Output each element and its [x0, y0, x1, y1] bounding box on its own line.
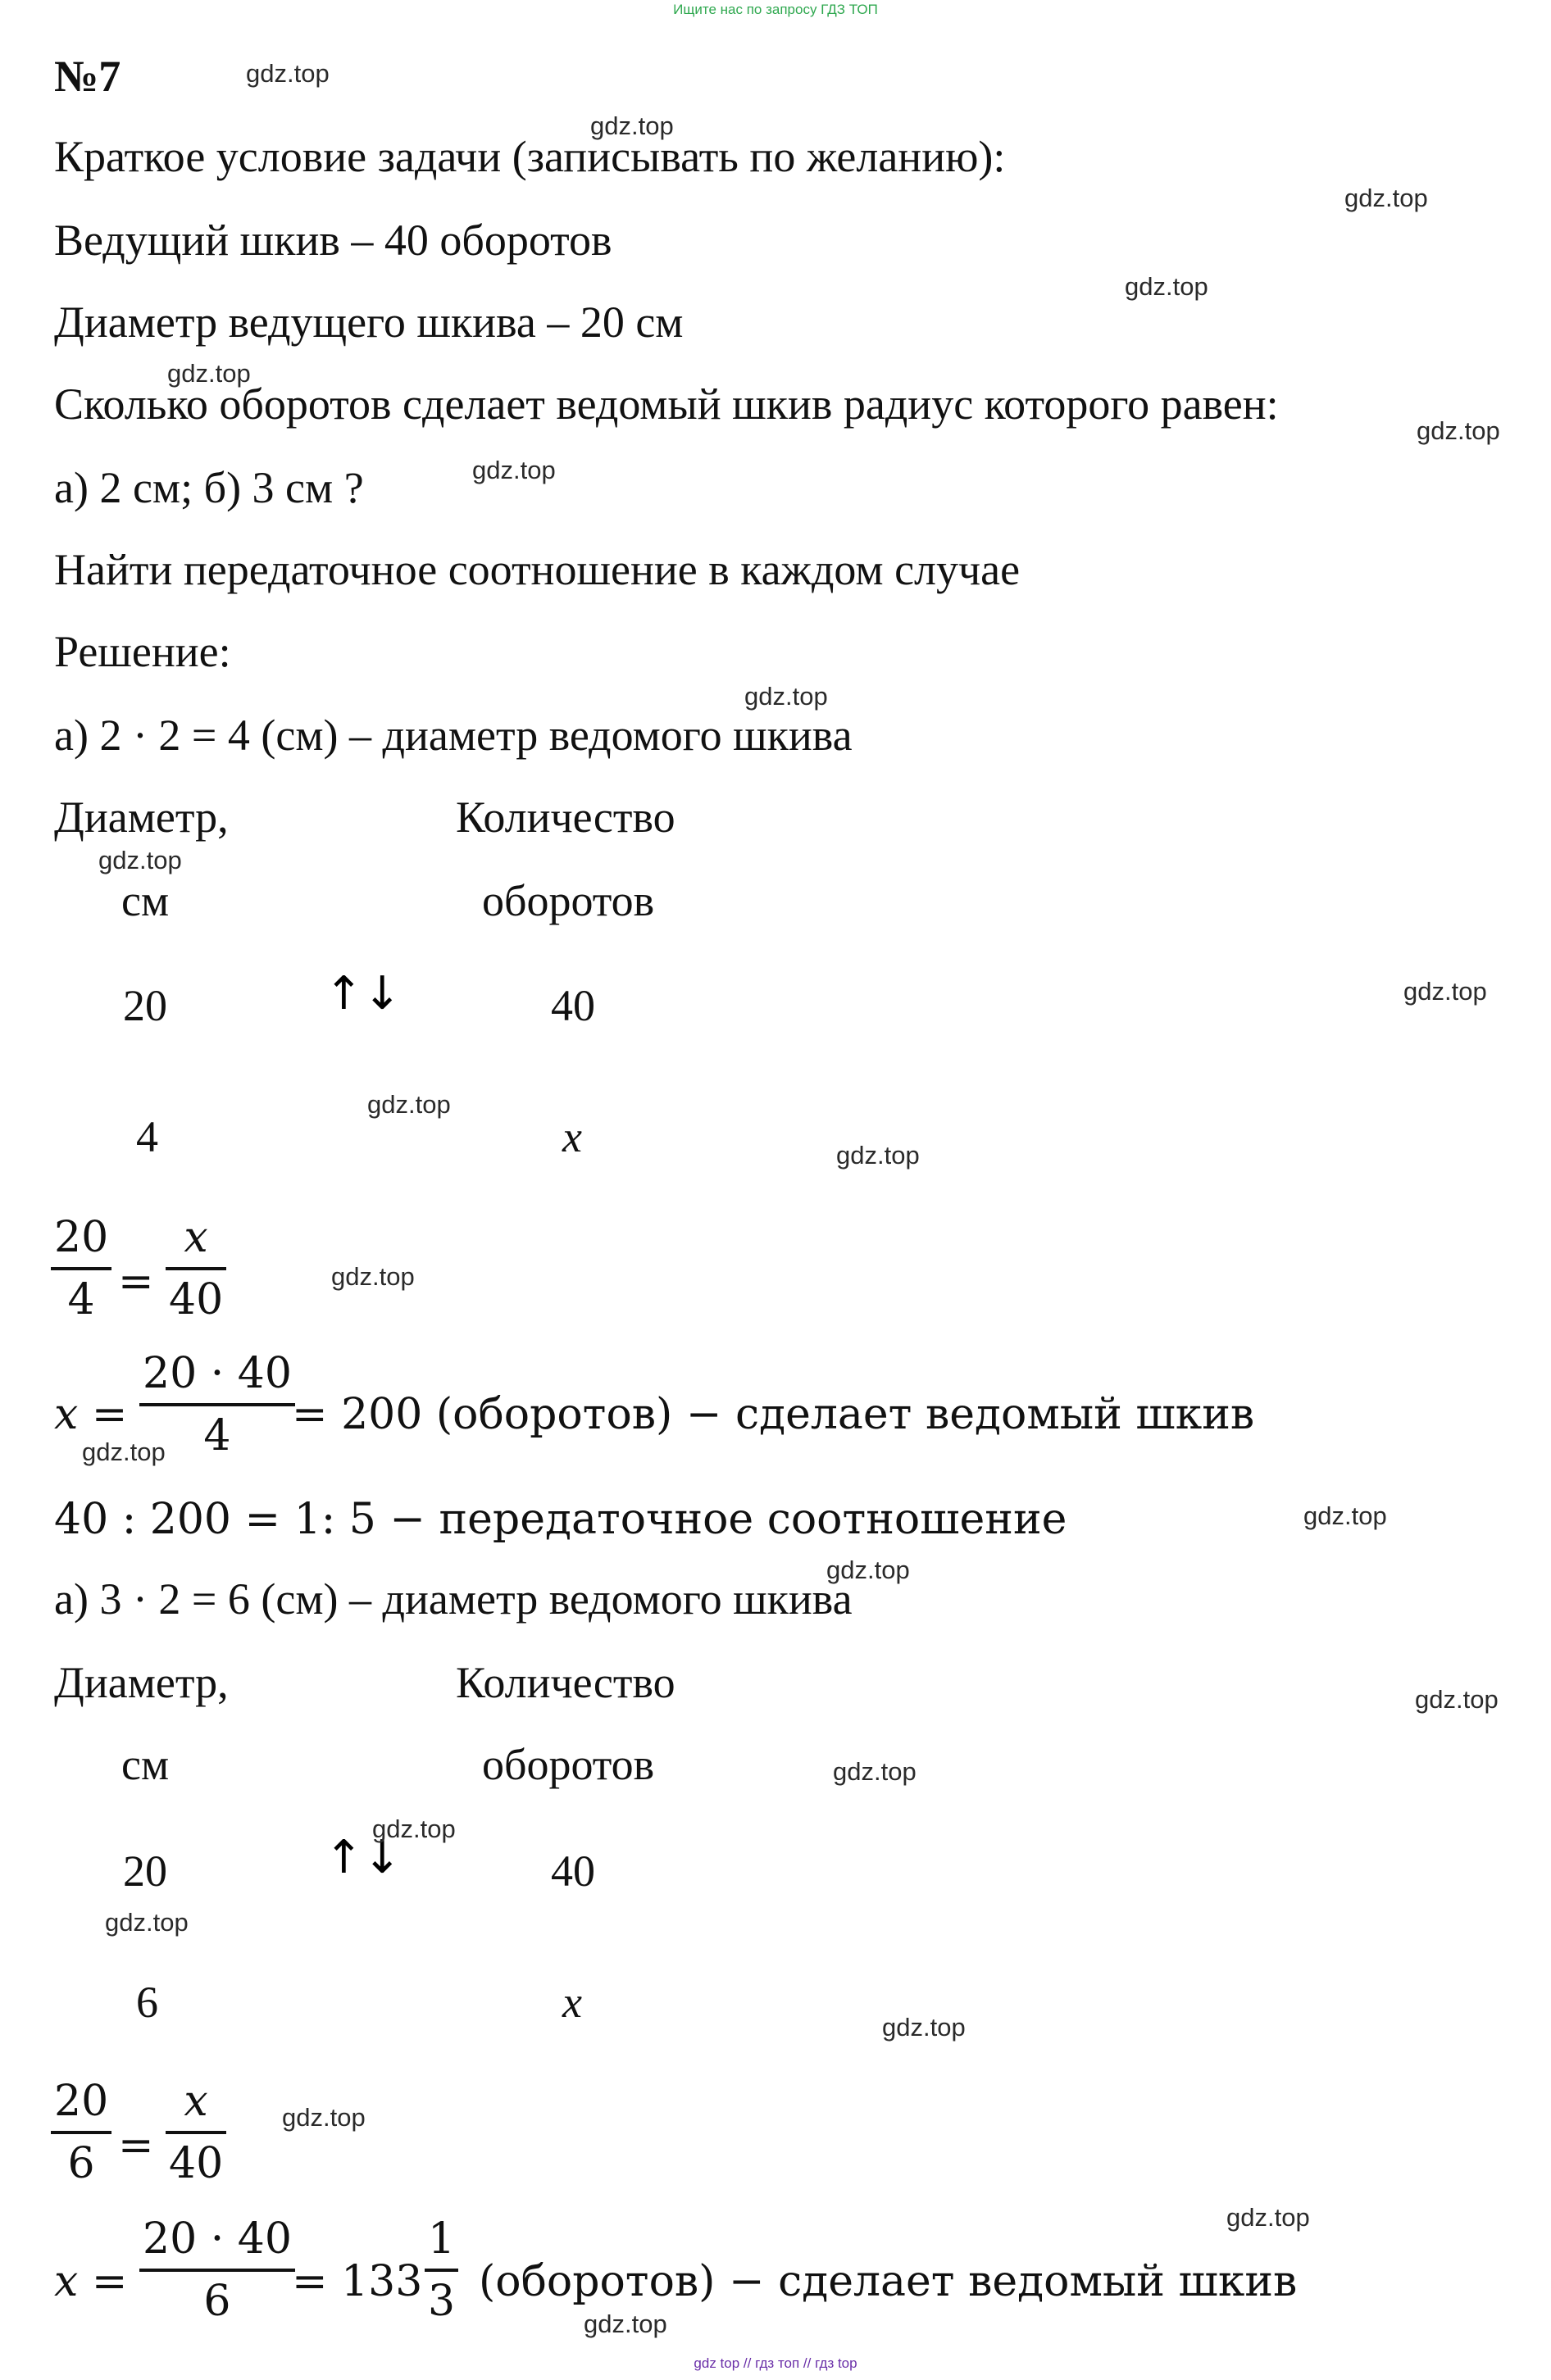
part-b-x-result: (оборотов) − сделает ведомый шкив [479, 2257, 1298, 2306]
part-a-proportion-equals: = [118, 1257, 154, 1306]
watermark: gdz.top [826, 1556, 910, 1584]
part-b-row2-diameter: 6 [136, 1978, 158, 2027]
watermark: gdz.top [1403, 977, 1487, 1006]
fraction-denominator: 4 [67, 1275, 95, 1324]
fraction-numerator: 1 [428, 2214, 456, 2264]
part-b-calc: а) 3 · 2 = 6 (см) – диаметр ведомого шкива [54, 1574, 853, 1624]
inverse-proportion-arrows-icon: ↑↓ [325, 967, 402, 1020]
watermark: gdz.top [584, 2310, 667, 2338]
part-a-ratio: 40 : 200 = 1: 5 − передаточное соотношение [54, 1495, 1067, 1544]
watermark: gdz.top [882, 2013, 966, 2042]
inverse-proportion-arrows-icon: ↑↓ [325, 1831, 402, 1884]
part-a-row2-turns: x [562, 1112, 582, 1161]
watermark: gdz.top [98, 846, 182, 874]
fraction-bar [166, 2131, 226, 2134]
part-b-proportion-equals: = [118, 2121, 154, 2170]
fraction-bar [51, 2131, 111, 2134]
part-a-row1-turns: 40 [551, 981, 595, 1030]
fraction-numerator: 20 · 40 [143, 1349, 292, 1398]
part-a-proportion-left [51, 1213, 111, 1324]
watermark: gdz.top [836, 1141, 920, 1170]
watermark: gdz.top [472, 456, 556, 484]
task-line: Найти передаточное соотношение в каждом случае [54, 545, 1021, 594]
part-b-x-lhs: x = [54, 2257, 128, 2306]
fraction-denominator: 3 [428, 2277, 456, 2326]
fraction-bar [425, 2269, 458, 2272]
part-b-proportion-right [166, 2077, 226, 2188]
fraction-numerator: 20 [54, 2077, 109, 2126]
part-a-calc: а) 2 · 2 = 4 (см) – диаметр ведомого шкива [54, 711, 853, 760]
watermark: gdz.top [1344, 184, 1428, 212]
part-b-proportion-left [51, 2077, 111, 2188]
watermark: gdz.top [331, 1262, 415, 1291]
part-a-col2-header: Количество [456, 793, 675, 842]
problem-title: №7 [54, 52, 121, 101]
fraction-bar [139, 2269, 295, 2272]
part-a-row1-diameter: 20 [123, 981, 167, 1030]
fraction-denominator: 40 [169, 1275, 224, 1324]
question-line: Сколько оборотов сделает ведомый шкив радиус которого равен: [54, 379, 1279, 429]
watermark: gdz.top [1417, 416, 1500, 445]
watermark: gdz.top [744, 682, 828, 711]
part-b-col1-unit: см [121, 1740, 170, 1789]
part-b-row1-diameter: 20 [123, 1846, 167, 1896]
watermark: gdz.top [1303, 1501, 1387, 1530]
fraction-denominator: 6 [203, 2277, 231, 2326]
options-line: а) 2 см; б) 3 см ? [54, 463, 364, 512]
footer-note: gdz top // гдз топ // гдз top [694, 2355, 857, 2371]
part-b-col1-header: Диаметр, [54, 1658, 229, 1707]
watermark: gdz.top [590, 111, 674, 140]
fraction-denominator: 6 [67, 2139, 95, 2188]
fraction-numerator: 20 [54, 1213, 109, 1262]
part-a-x-result: = 200 (оборотов) − сделает ведомый шкив [292, 1390, 1255, 1439]
part-a-row2-diameter: 4 [136, 1112, 158, 1161]
part-a-x-lhs: x = [54, 1390, 128, 1439]
watermark: gdz.top [167, 359, 251, 388]
part-b-x-fraction [139, 2214, 295, 2326]
part-b-row1-turns: 40 [551, 1846, 595, 1896]
fraction-numerator: 20 · 40 [143, 2214, 292, 2264]
watermark: gdz.top [82, 1438, 166, 1466]
part-b-col2-unit: оборотов [482, 1740, 655, 1789]
part-a-proportion-right [166, 1213, 226, 1324]
part-a-col2-unit: оборотов [482, 876, 655, 925]
watermark: gdz.top [1226, 2203, 1310, 2232]
watermark: gdz.top [367, 1090, 451, 1119]
watermark: gdz.top [105, 1908, 189, 1937]
header-note: Ищите нас по запросу ГДЗ ТОП [673, 2, 878, 17]
drive-diameter-line: Диаметр ведущего шкива – 20 см [54, 298, 684, 347]
fraction-denominator: 40 [169, 2139, 224, 2188]
watermark: gdz.top [246, 59, 330, 88]
part-a-col1-header: Диаметр, [54, 793, 229, 842]
part-b-mixed-fraction [425, 2214, 458, 2326]
fraction-bar [166, 1267, 226, 1270]
fraction-bar [139, 1403, 295, 1406]
fraction-numerator: x [184, 1213, 208, 1262]
part-a-col1-unit: см [121, 876, 170, 925]
solution-heading: Решение: [54, 627, 231, 676]
watermark: gdz.top [1125, 272, 1208, 301]
fraction-denominator: 4 [203, 1411, 231, 1460]
drive-pulley-line: Ведущий шкив – 40 оборотов [54, 216, 612, 265]
fraction-numerator: x [184, 2077, 208, 2126]
part-b-x-mid: = 133 [292, 2257, 423, 2306]
watermark: gdz.top [372, 1815, 456, 1843]
part-b-col2-header: Количество [456, 1658, 675, 1707]
fraction-bar [51, 1267, 111, 1270]
watermark: gdz.top [282, 2103, 366, 2132]
watermark: gdz.top [1415, 1685, 1499, 1714]
watermark: gdz.top [833, 1757, 916, 1786]
condition-intro: Краткое условие задачи (записывать по желанию): [54, 132, 1006, 181]
part-b-row2-turns: x [562, 1978, 582, 2027]
